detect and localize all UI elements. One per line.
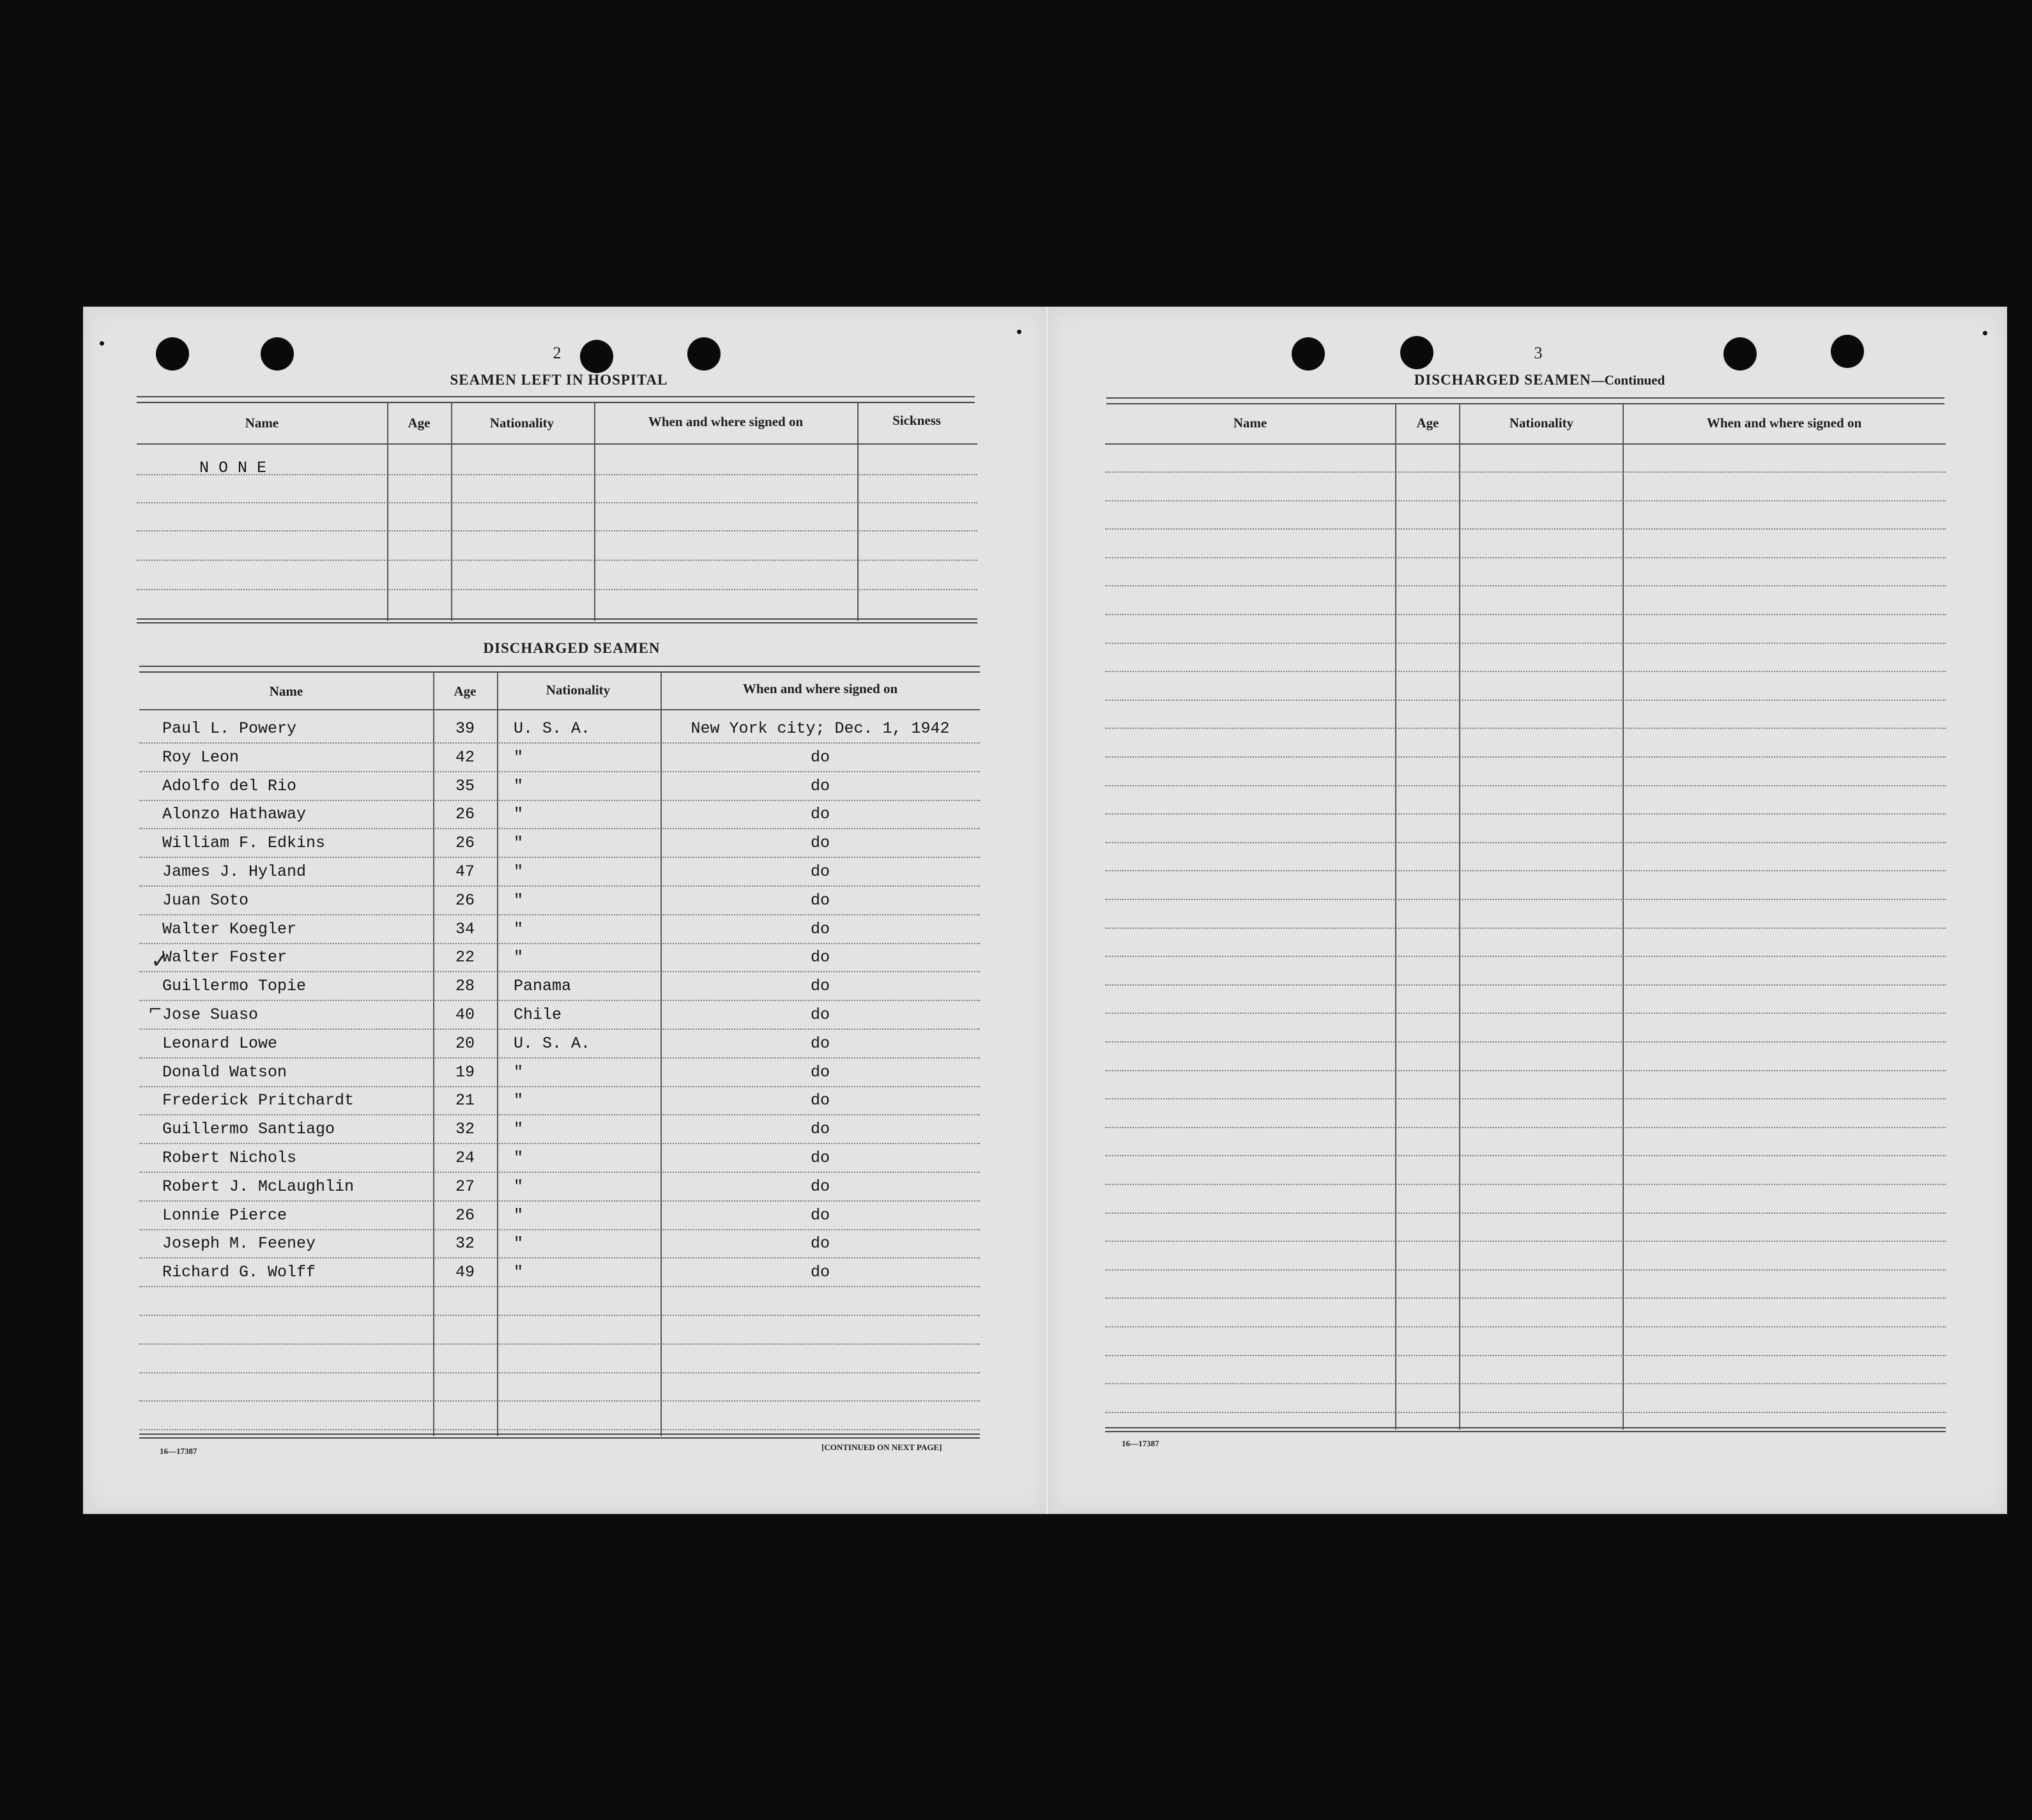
row-line — [139, 1172, 980, 1173]
seaman-signed-on: do — [810, 920, 830, 938]
seaman-signed-on: do — [810, 777, 830, 795]
seaman-signed-on: do — [810, 948, 830, 967]
seaman-signed-on: do — [810, 1206, 830, 1225]
seaman-age: 32 — [455, 1234, 475, 1253]
row-line — [1105, 956, 1946, 957]
row-line — [1105, 813, 1946, 814]
seaman-name: Lonnie Pierce — [162, 1206, 287, 1225]
row-line — [139, 914, 980, 915]
row-line — [1105, 1041, 1946, 1043]
row-line — [1105, 842, 1946, 843]
row-line — [1105, 1184, 1946, 1185]
seaman-nationality: " — [514, 1091, 524, 1110]
col-header-age: Age — [1416, 415, 1439, 431]
row-line — [1105, 870, 1946, 871]
row-line — [139, 857, 980, 858]
row-line — [1105, 1013, 1946, 1014]
row-line — [139, 1343, 980, 1345]
row-line — [139, 1286, 980, 1287]
seaman-signed-on: do — [810, 1006, 830, 1024]
row-line — [139, 1200, 980, 1202]
row-line — [139, 971, 980, 972]
seaman-signed-on: do — [810, 1149, 830, 1167]
row-line — [139, 1229, 980, 1230]
row-line — [139, 1400, 980, 1402]
seaman-signed-on: do — [810, 805, 830, 823]
row-line — [1105, 528, 1946, 530]
seaman-signed-on: do — [810, 1091, 830, 1110]
row-line — [1105, 785, 1946, 786]
punch-hole — [1292, 337, 1325, 371]
discharged-section-title: DISCHARGED SEAMEN — [483, 640, 661, 656]
seaman-age: 20 — [455, 1034, 475, 1053]
row-line — [1105, 1297, 1946, 1299]
seaman-signed-on: do — [810, 862, 830, 881]
row-line — [1105, 1098, 1946, 1099]
seaman-nationality: " — [514, 834, 524, 852]
seaman-age: 26 — [455, 1206, 475, 1225]
seaman-signed-on: New York city; Dec. 1, 1942 — [691, 719, 950, 738]
seaman-name: Frederick Pritchardt — [162, 1091, 355, 1110]
row-line — [139, 1315, 980, 1316]
seaman-nationality: U. S. A. — [514, 719, 591, 738]
form-number: 16—17387 — [1122, 1439, 1159, 1448]
col-header-sickness: Sickness — [892, 413, 941, 428]
row-line — [1105, 671, 1946, 672]
row-line — [1105, 928, 1946, 929]
seaman-name: Paul L. Powery — [162, 719, 297, 738]
seaman-signed-on: do — [810, 1234, 830, 1253]
row-line — [139, 800, 980, 801]
seaman-signed-on: do — [810, 891, 830, 910]
row-line — [1105, 1269, 1946, 1271]
form-number: 16—17387 — [160, 1446, 197, 1456]
seaman-nationality: " — [514, 805, 524, 823]
seaman-name: Adolfo del Rio — [162, 777, 297, 795]
row-line — [139, 1000, 980, 1001]
seaman-nationality: " — [514, 1206, 524, 1225]
seaman-age: 26 — [455, 834, 475, 852]
row-line — [1105, 1241, 1946, 1242]
row-line — [1105, 1127, 1946, 1128]
seaman-name: Guillermo Topie — [162, 977, 307, 995]
col-header-nationality: Nationality — [546, 682, 611, 698]
row-line — [139, 1029, 980, 1030]
row-line — [1105, 899, 1946, 900]
punch-hole — [156, 337, 189, 371]
seaman-age: 32 — [455, 1120, 475, 1138]
row-line — [139, 943, 980, 944]
seaman-name: Walter Foster — [162, 948, 287, 967]
header-rule — [139, 666, 980, 673]
row-line — [1105, 1326, 1946, 1327]
right-page — [1048, 307, 2007, 1514]
seaman-name: Jose Suaso — [162, 1006, 259, 1024]
seaman-name: Juan Soto — [162, 891, 249, 910]
seaman-age: 34 — [455, 920, 475, 938]
punch-hole — [580, 340, 613, 373]
punch-hole — [1400, 336, 1433, 369]
seaman-name: Walter Koegler — [162, 920, 297, 938]
col-header-age: Age — [454, 684, 477, 699]
hospital-section-title: SEAMEN LEFT IN HOSPITAL — [450, 372, 668, 388]
punch-hole — [1723, 337, 1757, 371]
seaman-nationality: Panama — [514, 977, 572, 995]
seaman-nationality: " — [514, 948, 524, 967]
seaman-nationality: " — [514, 862, 524, 881]
seaman-nationality: " — [514, 1263, 524, 1281]
seaman-age: 26 — [455, 805, 475, 823]
seaman-age: 26 — [455, 891, 475, 910]
left-page — [83, 307, 1048, 1514]
punch-hole — [687, 337, 721, 371]
row-line — [1105, 1212, 1946, 1214]
seaman-signed-on: do — [810, 1120, 830, 1138]
row-line — [139, 1429, 980, 1430]
col-header-name: Name — [1233, 415, 1267, 431]
seaman-signed-on: do — [810, 1063, 830, 1082]
seaman-signed-on: do — [810, 977, 830, 995]
row-line — [139, 1114, 980, 1115]
seaman-name: James J. Hyland — [162, 862, 307, 881]
row-line — [139, 1372, 980, 1373]
row-line — [139, 1057, 980, 1059]
row-line — [1105, 728, 1946, 729]
col-header-nationality: Nationality — [1509, 415, 1574, 431]
seaman-nationality: " — [514, 891, 524, 910]
row-line — [1105, 700, 1946, 701]
header-rule — [1106, 397, 1944, 404]
seaman-age: 21 — [455, 1091, 475, 1110]
col-header-signed-on: When and where signed on — [648, 414, 804, 429]
row-line — [1105, 756, 1946, 758]
row-line — [1105, 500, 1946, 501]
header-rule — [137, 396, 975, 403]
check-mark: ✓ — [151, 948, 169, 974]
seaman-nationality: U. S. A. — [514, 1034, 591, 1053]
row-line — [139, 771, 980, 772]
row-line — [1105, 1355, 1946, 1356]
seaman-name: Leonard Lowe — [162, 1034, 278, 1053]
row-line — [139, 1143, 980, 1144]
seaman-name: William F. Edkins — [162, 834, 326, 852]
punch-hole — [1831, 335, 1864, 368]
seaman-age: 40 — [455, 1006, 475, 1024]
row-line — [139, 1257, 980, 1258]
seaman-nationality: " — [514, 1177, 524, 1196]
row-line — [1105, 1383, 1946, 1384]
seaman-nationality: " — [514, 777, 524, 795]
seaman-name: Joseph M. Feeney — [162, 1234, 316, 1253]
speck — [1017, 330, 1021, 334]
row-line — [139, 885, 980, 887]
seaman-nationality: " — [514, 1149, 524, 1167]
seaman-signed-on: do — [810, 1034, 830, 1053]
seaman-nationality: Chile — [514, 1006, 562, 1024]
seaman-signed-on: do — [810, 1263, 830, 1281]
right-title-main: DISCHARGED SEAMEN — [1414, 372, 1591, 388]
seaman-age: 28 — [455, 977, 475, 995]
row-line — [1105, 614, 1946, 615]
row-line — [139, 742, 980, 744]
seaman-age: 42 — [455, 748, 475, 767]
speck — [1983, 331, 1987, 335]
row-line — [1105, 984, 1946, 986]
seaman-name: Alonzo Hathaway — [162, 805, 307, 823]
col-header-age: Age — [408, 415, 431, 431]
row-line — [1105, 1070, 1946, 1071]
seaman-age: 47 — [455, 862, 475, 881]
seaman-name: Robert Nichols — [162, 1149, 297, 1167]
row-line — [139, 828, 980, 829]
col-header-nationality: Nationality — [489, 415, 554, 431]
seaman-nationality: " — [514, 1063, 524, 1082]
seaman-signed-on: do — [810, 834, 830, 852]
row-line — [1105, 1412, 1946, 1413]
seaman-age: 35 — [455, 777, 475, 795]
seaman-age: 24 — [455, 1149, 475, 1167]
col-header-signed-on: When and where signed on — [1706, 415, 1862, 431]
row-line — [1105, 585, 1946, 586]
seaman-age: 19 — [455, 1063, 475, 1082]
seaman-nationality: " — [514, 748, 524, 767]
punch-hole — [261, 337, 294, 371]
continued-note: [CONTINUED ON NEXT PAGE] — [821, 1442, 942, 1452]
seaman-name: Robert J. McLaughlin — [162, 1177, 355, 1196]
seaman-age: 49 — [455, 1263, 475, 1281]
check-mark: ⌐ — [148, 1000, 162, 1020]
row-line — [139, 1086, 980, 1087]
row-line — [1105, 1155, 1946, 1156]
right-section-title — [1316, 372, 1763, 388]
row-line — [1105, 643, 1946, 644]
col-header-name: Name — [269, 684, 303, 699]
seaman-name: Guillermo Santiago — [162, 1120, 335, 1138]
seaman-age: 39 — [455, 719, 475, 738]
seaman-name: Roy Leon — [162, 748, 240, 767]
seaman-signed-on: do — [810, 1177, 830, 1196]
seaman-signed-on: do — [810, 748, 830, 767]
col-header-name: Name — [245, 415, 279, 431]
seaman-name: Richard G. Wolff — [162, 1263, 316, 1281]
row-line — [1105, 557, 1946, 558]
speck — [100, 341, 104, 346]
page-fold — [1045, 307, 1049, 1514]
seaman-name: Donald Watson — [162, 1063, 287, 1082]
col-header-signed-on: When and where signed on — [742, 681, 898, 696]
right-title-suffix: —Continued — [1591, 372, 1665, 388]
seaman-age: 27 — [455, 1177, 475, 1196]
seaman-nationality: " — [514, 1120, 524, 1138]
seaman-nationality: " — [514, 1234, 524, 1253]
seaman-nationality: " — [514, 920, 524, 938]
seaman-age: 22 — [455, 948, 475, 967]
page-number: 2 — [553, 344, 561, 362]
page-number: 3 — [1534, 344, 1543, 362]
hospital-entry-none: N O N E — [199, 459, 267, 477]
row-line — [1105, 471, 1946, 473]
